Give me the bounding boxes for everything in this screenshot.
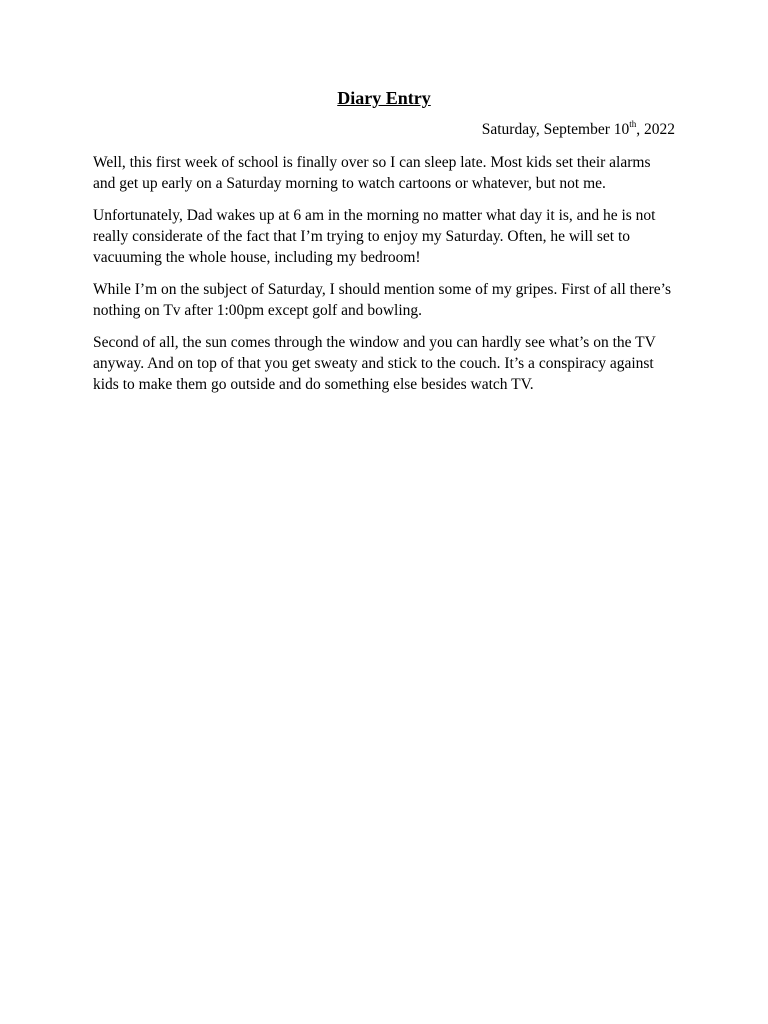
entry-date xyxy=(93,120,675,140)
paragraph-3: While I’m on the subject of Saturday, I should mention some of my gripes. First of all there’s nothing on Tv after 1:00pm except golf and bowling. xyxy=(93,281,671,319)
entry-date-main: Saturday, September 10 xyxy=(481,121,630,138)
paragraph-1: Well, this first week of school is finally over so I can sleep late. Most kids set their alarms and get up early on a Saturday morning to watch cartoons or whatever, but not me. xyxy=(93,154,651,192)
document-body xyxy=(93,86,675,406)
paragraph-2: Unfortunately, Dad wakes up at 6 am in the morning no matter what day it is, and he is not really considerate of the fact that I’m trying to enjoy my Saturday. Often, he will set to vacuuming the whole house, including my bedroom! xyxy=(93,207,656,266)
document-title: Diary Entry xyxy=(337,88,431,108)
entry-date-year: , 2022 xyxy=(636,121,675,138)
paragraph-4: Second of all, the sun comes through the window and you can hardly see what’s on the TV anyway. And on top of that you get sweaty and stick to the couch. It’s a conspiracy against kids to make them go outside and do something else besides watch TV. xyxy=(93,334,656,393)
entry-date-ordinal-suffix: th xyxy=(629,118,637,129)
